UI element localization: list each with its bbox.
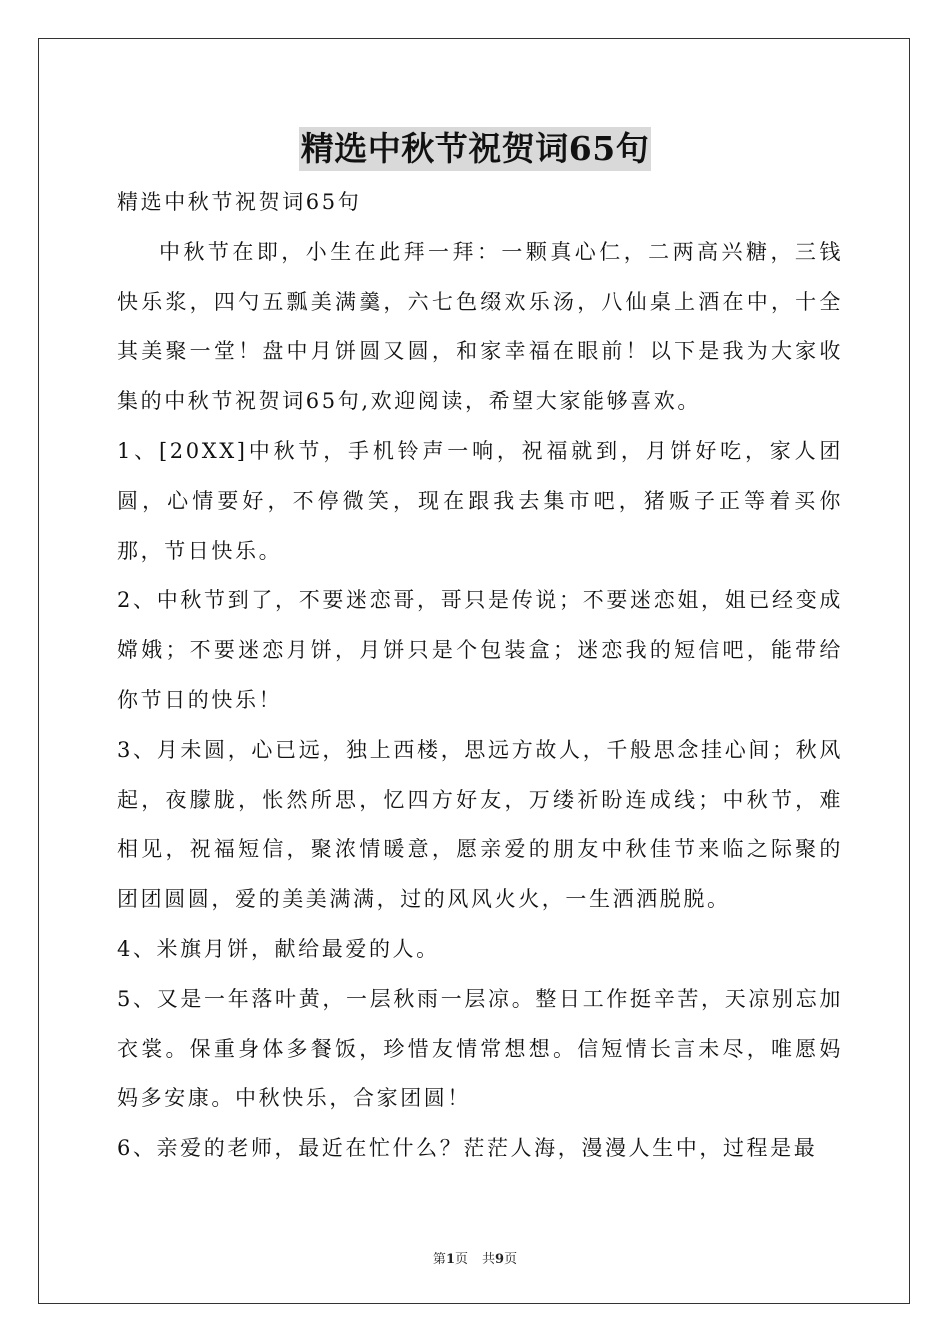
document-title: 精选中秋节祝贺词65句: [299, 127, 651, 171]
subtitle-line: 精选中秋节祝贺词65句: [117, 190, 362, 214]
list-item: 5、又是一年落叶黄，一层秋雨一层凉。整日工作挺辛苦，天凉别忘加衣裳。保重身体多餐饭，珍惜友情常想想。信短情长言未尽，唯愿妈妈多安康。中秋快乐，合家团圆！: [117, 986, 843, 1111]
page-prefix: 第: [432, 1252, 446, 1267]
list-item: 1、[20XX]中秋节，手机铃声一响，祝福就到，月饼好吃，家人团圆，心情要好，不停微笑，现在跟我去集市吧，猪贩子正等着买你那，节日快乐。: [117, 438, 843, 563]
list-item: 6、亲爱的老师，最近在忙什么？茫茫人海，漫漫人生中，过程是最: [117, 1136, 818, 1161]
total-prefix: 共: [482, 1252, 496, 1267]
title-container: [0, 127, 950, 171]
total-suffix: 页: [504, 1252, 518, 1267]
page-current-number: 1: [445, 1252, 455, 1267]
document-body: [117, 178, 843, 1174]
intro-paragraph: 中秋节在即，小生在此拜一拜：一颗真心仁，二两高兴糖，三钱快乐浆，四勺五瓢美满羹，六七色缀欢乐汤，八仙桌上酒在中，十全其美聚一堂！盘中月饼圆又圆，和家幸福在眼前！以下是我为大家收集的中秋节祝贺词65句,欢迎阅读，希望大家能够喜欢。: [117, 239, 843, 414]
page-total-number: 9: [495, 1252, 505, 1267]
list-item: 2、中秋节到了，不要迷恋哥，哥只是传说；不要迷恋姐，姐已经变成嫦娥；不要迷恋月饼，月饼只是个包装盒；迷恋我的短信吧，能带给你节日的快乐！: [117, 588, 843, 712]
list-item: 4、米旗月饼，献给最爱的人。: [117, 936, 440, 961]
list-item: 3、月未圆，心已远，独上西楼，思远方故人，千般思念挂心间；秋风起，夜朦胧，怅然所思，忆四方好友，万缕祈盼连成线；中秋节，难相见，祝福短信，聚浓情暖意，愿亲爱的朋友中秋佳节来临之际聚的团团圆圆，爱的美美满满，过的风风火火，一生洒洒脱脱。: [117, 737, 843, 912]
page-footer: [0, 1248, 950, 1267]
page-suffix: 页: [454, 1252, 468, 1267]
